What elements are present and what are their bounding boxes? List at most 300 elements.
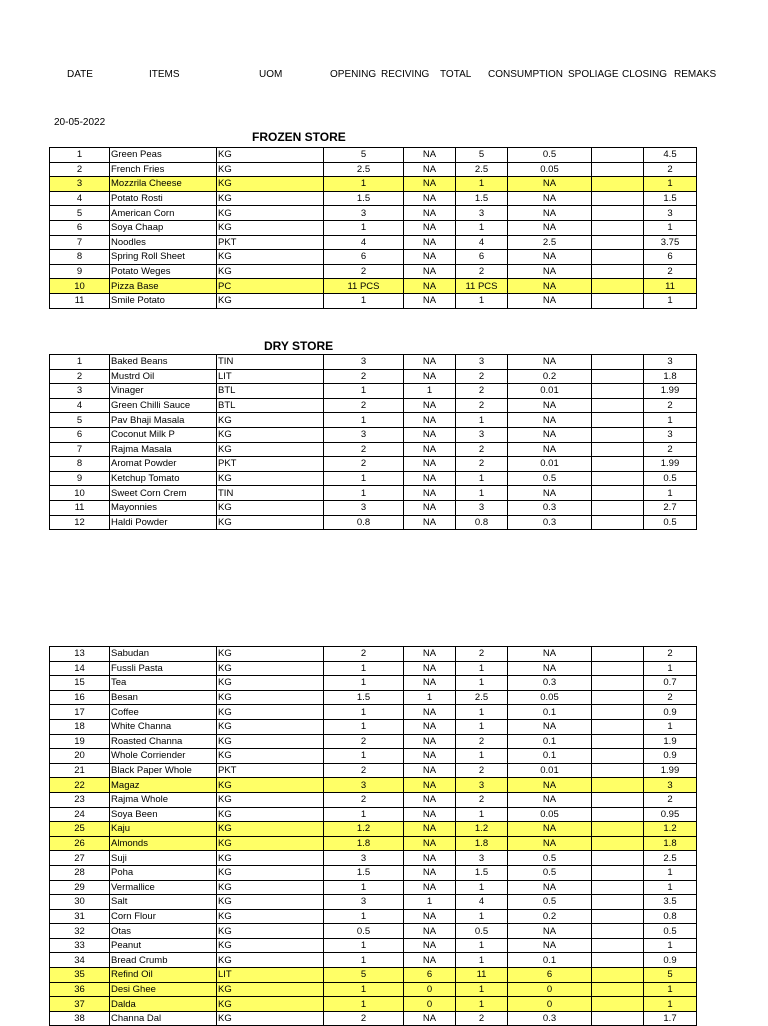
cell-row-number: 21: [50, 763, 110, 778]
cell-opening: 5: [324, 968, 404, 983]
cell-receiving: NA: [404, 471, 456, 486]
cell-uom: KG: [217, 997, 324, 1012]
cell-uom: KG: [217, 264, 324, 279]
cell-uom: PKT: [217, 457, 324, 472]
cell-opening: 3: [324, 427, 404, 442]
cell-closing: 1: [644, 486, 697, 501]
cell-opening: 0.8: [324, 515, 404, 530]
header-total: TOTAL: [440, 69, 472, 80]
cell-row-number: 5: [50, 413, 110, 428]
cell-total: 3: [456, 427, 508, 442]
header-uom: UOM: [259, 69, 283, 80]
table-row: [50, 938, 697, 953]
cell-uom: KG: [217, 895, 324, 910]
cell-receiving: NA: [404, 792, 456, 807]
cell-uom: KG: [217, 836, 324, 851]
cell-row-number: 7: [50, 442, 110, 457]
cell-consumption: NA: [508, 220, 592, 235]
cell-closing: 0.9: [644, 953, 697, 968]
cell-row-number: 11: [50, 293, 110, 308]
cell-spoliage: [592, 369, 644, 384]
cell-total: 1.5: [456, 865, 508, 880]
table-row: [50, 486, 697, 501]
cell-consumption: NA: [508, 413, 592, 428]
cell-row-number: 6: [50, 220, 110, 235]
cell-spoliage: [592, 235, 644, 250]
cell-uom: KG: [217, 719, 324, 734]
cell-total: 2: [456, 369, 508, 384]
cell-uom: KG: [217, 220, 324, 235]
cell-total: 2.5: [456, 162, 508, 177]
cell-spoliage: [592, 763, 644, 778]
cell-closing: 2: [644, 162, 697, 177]
cell-item-name: Corn Flour: [110, 909, 217, 924]
cell-total: 0.5: [456, 924, 508, 939]
cell-uom: KG: [217, 924, 324, 939]
header-items: ITEMS: [149, 69, 180, 80]
table-row: [50, 719, 697, 734]
cell-consumption: NA: [508, 427, 592, 442]
table-row: [50, 807, 697, 822]
cell-row-number: 5: [50, 206, 110, 221]
cell-total: 2: [456, 647, 508, 662]
cell-spoliage: [592, 851, 644, 866]
cell-total: 2: [456, 763, 508, 778]
cell-row-number: 3: [50, 384, 110, 399]
cell-consumption: 0.05: [508, 690, 592, 705]
cell-opening: 2: [324, 369, 404, 384]
cell-receiving: NA: [404, 822, 456, 837]
cell-item-name: Soya Chaap: [110, 220, 217, 235]
dry-store-table: [49, 354, 697, 530]
cell-consumption: 0.5: [508, 148, 592, 163]
cell-uom: KG: [217, 1011, 324, 1026]
cell-item-name: Soya Been: [110, 807, 217, 822]
cell-item-name: Besan: [110, 690, 217, 705]
cell-spoliage: [592, 293, 644, 308]
cell-uom: KG: [217, 778, 324, 793]
cell-opening: 1: [324, 953, 404, 968]
cell-receiving: NA: [404, 279, 456, 294]
cell-spoliage: [592, 880, 644, 895]
cell-total: 1: [456, 749, 508, 764]
cell-total: 1: [456, 413, 508, 428]
cell-row-number: 31: [50, 909, 110, 924]
cell-row-number: 7: [50, 235, 110, 250]
cell-closing: 1.8: [644, 836, 697, 851]
cell-total: 11 PCS: [456, 279, 508, 294]
cell-receiving: NA: [404, 865, 456, 880]
cell-spoliage: [592, 807, 644, 822]
cell-closing: 1.99: [644, 384, 697, 399]
cell-closing: 1.99: [644, 457, 697, 472]
cell-uom: KG: [217, 500, 324, 515]
cell-opening: 2: [324, 763, 404, 778]
cell-receiving: NA: [404, 206, 456, 221]
cell-receiving: NA: [404, 486, 456, 501]
cell-receiving: NA: [404, 355, 456, 370]
cell-spoliage: [592, 836, 644, 851]
cell-opening: 1.5: [324, 865, 404, 880]
cell-spoliage: [592, 982, 644, 997]
cell-consumption: 0.01: [508, 763, 592, 778]
cell-consumption: NA: [508, 822, 592, 837]
cell-closing: 2.5: [644, 851, 697, 866]
cell-receiving: 1: [404, 895, 456, 910]
cell-item-name: Kaju: [110, 822, 217, 837]
cell-consumption: 0.5: [508, 471, 592, 486]
cell-uom: KG: [217, 953, 324, 968]
cell-row-number: 8: [50, 250, 110, 265]
cell-uom: KG: [217, 177, 324, 192]
dry-store-table-continued: [49, 646, 697, 1026]
cell-opening: 1: [324, 293, 404, 308]
cell-opening: 6: [324, 250, 404, 265]
cell-item-name: Fussli Pasta: [110, 661, 217, 676]
cell-opening: 2: [324, 442, 404, 457]
cell-closing: 1.7: [644, 1011, 697, 1026]
cell-closing: 2: [644, 690, 697, 705]
cell-item-name: Poha: [110, 865, 217, 880]
cell-total: 1: [456, 997, 508, 1012]
header-date: DATE: [67, 69, 93, 80]
table-row: [50, 355, 697, 370]
cell-consumption: 2.5: [508, 235, 592, 250]
cell-consumption: 0.1: [508, 734, 592, 749]
cell-closing: 0.5: [644, 924, 697, 939]
cell-item-name: Green Chilli Sauce: [110, 398, 217, 413]
cell-total: 1: [456, 807, 508, 822]
cell-receiving: NA: [404, 191, 456, 206]
cell-row-number: 19: [50, 734, 110, 749]
cell-item-name: Desi Ghee: [110, 982, 217, 997]
cell-opening: 1: [324, 486, 404, 501]
cell-receiving: NA: [404, 909, 456, 924]
cell-uom: KG: [217, 982, 324, 997]
cell-row-number: 11: [50, 500, 110, 515]
table-row: [50, 792, 697, 807]
cell-consumption: 0.01: [508, 457, 592, 472]
cell-row-number: 9: [50, 471, 110, 486]
table-row: [50, 398, 697, 413]
cell-total: 1.5: [456, 191, 508, 206]
table-row: [50, 953, 697, 968]
cell-receiving: NA: [404, 836, 456, 851]
cell-uom: KG: [217, 413, 324, 428]
cell-item-name: Suji: [110, 851, 217, 866]
dry-store-title: DRY STORE: [264, 339, 334, 353]
cell-receiving: NA: [404, 162, 456, 177]
cell-consumption: 0.3: [508, 515, 592, 530]
cell-uom: KG: [217, 865, 324, 880]
cell-item-name: Whole Corriender: [110, 749, 217, 764]
header-remarks: REMAKS: [674, 69, 717, 80]
cell-receiving: NA: [404, 661, 456, 676]
table-row: [50, 191, 697, 206]
cell-row-number: 35: [50, 968, 110, 983]
cell-item-name: Noodles: [110, 235, 217, 250]
cell-spoliage: [592, 191, 644, 206]
cell-total: 4: [456, 895, 508, 910]
cell-receiving: NA: [404, 807, 456, 822]
cell-consumption: 0.3: [508, 676, 592, 691]
cell-consumption: NA: [508, 250, 592, 265]
cell-receiving: 0: [404, 997, 456, 1012]
cell-receiving: NA: [404, 148, 456, 163]
cell-opening: 3: [324, 895, 404, 910]
cell-spoliage: [592, 778, 644, 793]
cell-row-number: 33: [50, 938, 110, 953]
cell-uom: PC: [217, 279, 324, 294]
cell-uom: KG: [217, 647, 324, 662]
cell-item-name: Peanut: [110, 938, 217, 953]
cell-total: 1: [456, 293, 508, 308]
cell-item-name: Spring Roll Sheet: [110, 250, 217, 265]
cell-spoliage: [592, 822, 644, 837]
frozen-store-table: [49, 147, 697, 309]
cell-closing: 3: [644, 427, 697, 442]
table-row: [50, 778, 697, 793]
cell-total: 1: [456, 661, 508, 676]
cell-opening: 2: [324, 792, 404, 807]
cell-spoliage: [592, 486, 644, 501]
cell-total: 3: [456, 355, 508, 370]
cell-uom: KG: [217, 851, 324, 866]
cell-receiving: NA: [404, 177, 456, 192]
cell-row-number: 6: [50, 427, 110, 442]
cell-item-name: Otas: [110, 924, 217, 939]
table-row: [50, 647, 697, 662]
cell-spoliage: [592, 250, 644, 265]
cell-row-number: 4: [50, 398, 110, 413]
cell-total: 1: [456, 880, 508, 895]
table-row: [50, 220, 697, 235]
cell-item-name: Roasted Channa: [110, 734, 217, 749]
cell-item-name: Mayonnies: [110, 500, 217, 515]
table-row: [50, 895, 697, 910]
table-row: [50, 457, 697, 472]
table-row: [50, 705, 697, 720]
cell-item-name: Coconut Milk P: [110, 427, 217, 442]
cell-total: 1: [456, 676, 508, 691]
cell-receiving: NA: [404, 515, 456, 530]
cell-closing: 5: [644, 968, 697, 983]
cell-total: 2: [456, 734, 508, 749]
cell-uom: KG: [217, 822, 324, 837]
header-opening: OPENING: [330, 69, 377, 80]
cell-uom: KG: [217, 705, 324, 720]
cell-total: 2.5: [456, 690, 508, 705]
cell-receiving: NA: [404, 676, 456, 691]
table-row: [50, 442, 697, 457]
cell-item-name: Vinager: [110, 384, 217, 399]
cell-opening: 3: [324, 778, 404, 793]
cell-uom: LIT: [217, 968, 324, 983]
cell-receiving: NA: [404, 264, 456, 279]
cell-item-name: Ketchup Tomato: [110, 471, 217, 486]
cell-closing: 1: [644, 997, 697, 1012]
table-row: [50, 880, 697, 895]
table-row: [50, 676, 697, 691]
cell-closing: 0.9: [644, 705, 697, 720]
cell-total: 1.2: [456, 822, 508, 837]
cell-row-number: 36: [50, 982, 110, 997]
table-row: [50, 822, 697, 837]
cell-total: 3: [456, 500, 508, 515]
cell-consumption: NA: [508, 264, 592, 279]
cell-consumption: NA: [508, 191, 592, 206]
cell-closing: 1: [644, 220, 697, 235]
cell-total: 2: [456, 792, 508, 807]
cell-receiving: NA: [404, 705, 456, 720]
report-date: 20-05-2022: [54, 117, 106, 128]
cell-consumption: NA: [508, 177, 592, 192]
cell-closing: 2: [644, 792, 697, 807]
cell-item-name: Smile Potato: [110, 293, 217, 308]
table-row: [50, 369, 697, 384]
cell-item-name: American Corn: [110, 206, 217, 221]
cell-row-number: 9: [50, 264, 110, 279]
cell-opening: 3: [324, 851, 404, 866]
cell-total: 3: [456, 851, 508, 866]
cell-spoliage: [592, 719, 644, 734]
cell-spoliage: [592, 384, 644, 399]
cell-opening: 1: [324, 807, 404, 822]
cell-row-number: 27: [50, 851, 110, 866]
cell-item-name: Mozzrila Cheese: [110, 177, 217, 192]
cell-closing: 1: [644, 938, 697, 953]
cell-consumption: 0.1: [508, 953, 592, 968]
cell-uom: KG: [217, 427, 324, 442]
cell-spoliage: [592, 734, 644, 749]
table-row: [50, 734, 697, 749]
cell-closing: 2.7: [644, 500, 697, 515]
cell-opening: 1: [324, 749, 404, 764]
cell-item-name: Aromat Powder: [110, 457, 217, 472]
cell-row-number: 10: [50, 279, 110, 294]
cell-uom: KG: [217, 471, 324, 486]
cell-uom: LIT: [217, 369, 324, 384]
cell-opening: 1.2: [324, 822, 404, 837]
cell-receiving: NA: [404, 938, 456, 953]
cell-uom: PKT: [217, 763, 324, 778]
table-row: [50, 471, 697, 486]
cell-uom: KG: [217, 250, 324, 265]
cell-spoliage: [592, 515, 644, 530]
cell-opening: 2: [324, 647, 404, 662]
table-row: [50, 763, 697, 778]
cell-spoliage: [592, 427, 644, 442]
cell-opening: 2: [324, 457, 404, 472]
cell-closing: 1: [644, 865, 697, 880]
cell-spoliage: [592, 206, 644, 221]
cell-uom: TIN: [217, 355, 324, 370]
cell-row-number: 2: [50, 162, 110, 177]
cell-spoliage: [592, 997, 644, 1012]
cell-total: 3: [456, 206, 508, 221]
cell-receiving: 6: [404, 968, 456, 983]
cell-uom: BTL: [217, 398, 324, 413]
cell-spoliage: [592, 264, 644, 279]
cell-total: 1: [456, 982, 508, 997]
cell-total: 2: [456, 457, 508, 472]
cell-uom: KG: [217, 515, 324, 530]
cell-spoliage: [592, 398, 644, 413]
cell-opening: 1: [324, 909, 404, 924]
cell-consumption: 0.2: [508, 909, 592, 924]
cell-opening: 2: [324, 264, 404, 279]
cell-row-number: 25: [50, 822, 110, 837]
cell-opening: 2: [324, 398, 404, 413]
cell-closing: 0.8: [644, 909, 697, 924]
cell-item-name: French Fries: [110, 162, 217, 177]
cell-closing: 0.95: [644, 807, 697, 822]
cell-spoliage: [592, 895, 644, 910]
cell-spoliage: [592, 749, 644, 764]
cell-item-name: Coffee: [110, 705, 217, 720]
cell-consumption: 0.3: [508, 1011, 592, 1026]
cell-opening: 3: [324, 355, 404, 370]
cell-consumption: 0.05: [508, 162, 592, 177]
cell-receiving: NA: [404, 1011, 456, 1026]
cell-total: 2: [456, 442, 508, 457]
cell-closing: 0.5: [644, 515, 697, 530]
cell-receiving: NA: [404, 851, 456, 866]
cell-consumption: 0: [508, 997, 592, 1012]
cell-spoliage: [592, 676, 644, 691]
cell-consumption: NA: [508, 279, 592, 294]
table-row: [50, 515, 697, 530]
cell-row-number: 8: [50, 457, 110, 472]
cell-opening: 4: [324, 235, 404, 250]
cell-uom: KG: [217, 734, 324, 749]
cell-closing: 1.5: [644, 191, 697, 206]
cell-row-number: 16: [50, 690, 110, 705]
cell-uom: KG: [217, 909, 324, 924]
cell-spoliage: [592, 953, 644, 968]
cell-receiving: NA: [404, 719, 456, 734]
cell-spoliage: [592, 500, 644, 515]
cell-receiving: 0: [404, 982, 456, 997]
cell-row-number: 14: [50, 661, 110, 676]
cell-receiving: 1: [404, 384, 456, 399]
cell-consumption: 0.3: [508, 500, 592, 515]
cell-row-number: 37: [50, 997, 110, 1012]
cell-consumption: NA: [508, 398, 592, 413]
cell-closing: 1.99: [644, 763, 697, 778]
cell-uom: KG: [217, 880, 324, 895]
cell-uom: KG: [217, 749, 324, 764]
cell-item-name: Baked Beans: [110, 355, 217, 370]
cell-item-name: Haldi Powder: [110, 515, 217, 530]
cell-closing: 1: [644, 661, 697, 676]
cell-total: 1: [456, 719, 508, 734]
cell-item-name: Bread Crumb: [110, 953, 217, 968]
cell-item-name: Tea: [110, 676, 217, 691]
cell-closing: 3.5: [644, 895, 697, 910]
cell-item-name: Pizza Base: [110, 279, 217, 294]
cell-opening: 1: [324, 177, 404, 192]
cell-opening: 11 PCS: [324, 279, 404, 294]
cell-item-name: Vermallice: [110, 880, 217, 895]
cell-row-number: 38: [50, 1011, 110, 1026]
table-row: [50, 293, 697, 308]
cell-total: 1: [456, 953, 508, 968]
cell-total: 3: [456, 778, 508, 793]
cell-closing: 0.7: [644, 676, 697, 691]
cell-opening: 1.5: [324, 191, 404, 206]
cell-opening: 1: [324, 676, 404, 691]
